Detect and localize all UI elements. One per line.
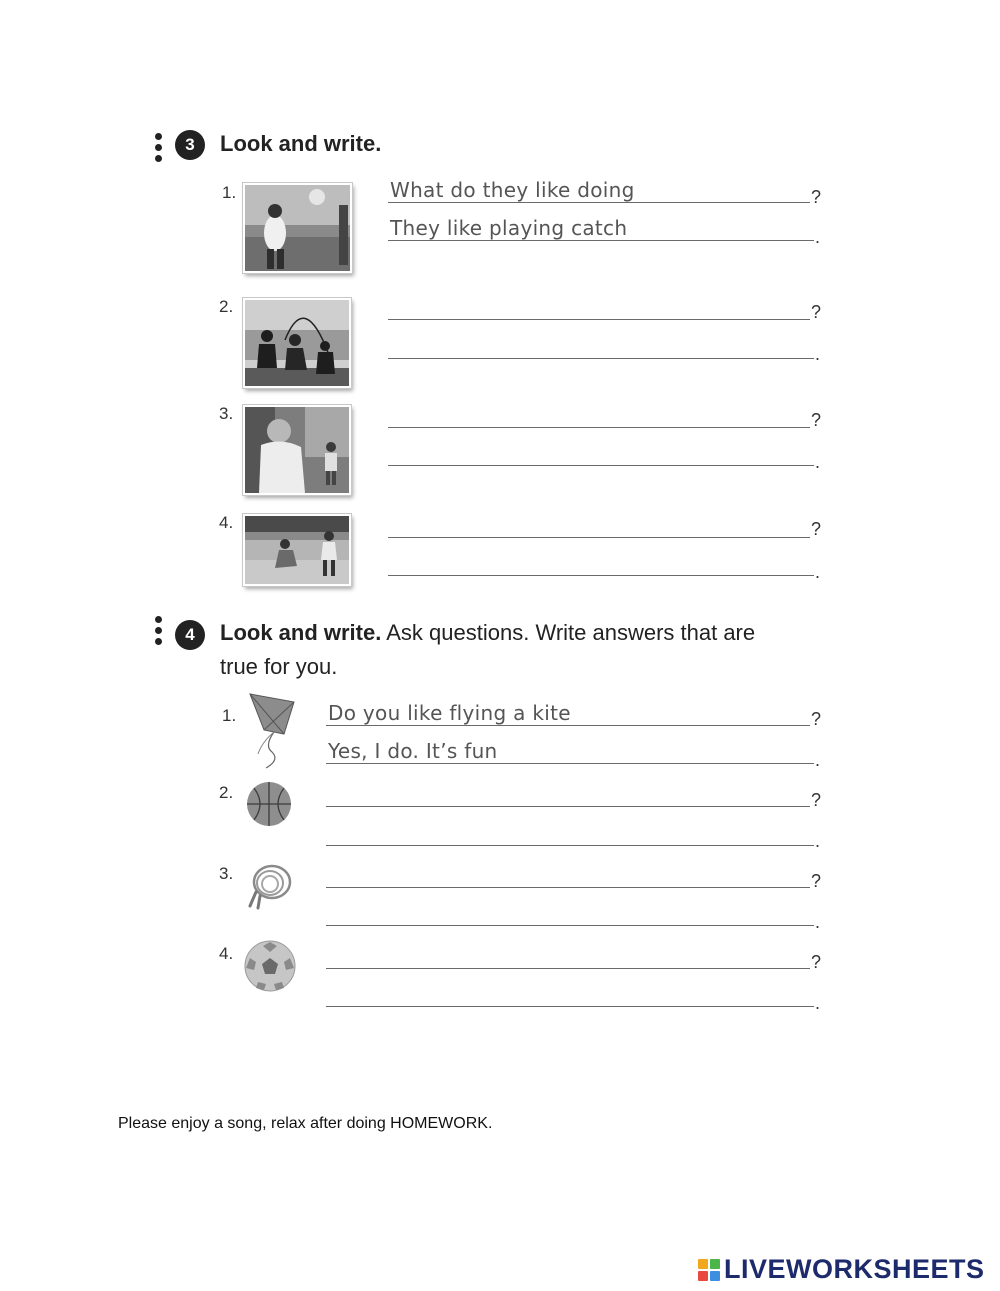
s4-item3-answer-line[interactable] [326,925,814,926]
s3-item4-period: . [815,562,821,582]
s4-item3-question-line[interactable] [326,887,810,888]
s3-item1-photo [243,183,352,273]
footer-message: Please enjoy a song, relax after doing HOMEWORK. [118,1115,493,1132]
s3-item4-question-mark: ? [811,519,822,539]
logo-text: LIVEWORKSHEETS [724,1254,985,1284]
s3-item3-number: 3. [219,404,234,423]
s4-item4-period: . [815,993,821,1013]
section4-title-line2: true for you. [220,654,338,679]
s3-item2-question-mark: ? [811,302,822,322]
s3-item1-answer-text: They like playing catch [390,216,628,240]
s3-item3-answer-line[interactable] [388,465,814,466]
section3-badge: 3 [175,130,205,160]
basketball-icon [246,781,292,827]
s4-item4-answer-line[interactable] [326,1006,814,1007]
s3-item3-question-mark: ? [811,410,822,430]
logo-block-1 [698,1259,708,1269]
section4-title-rest: Ask questions. Write answers that are [381,620,756,645]
kite-icon [244,690,300,770]
s3-item4-question-line[interactable] [388,537,810,538]
logo-blocks-icon [698,1259,720,1281]
s4-item4-number: 4. [219,944,234,963]
section3-dots [155,133,163,166]
s3-item2-answer-line[interactable] [388,358,814,359]
s3-item4-number: 4. [219,513,234,532]
s3-item2-number: 2. [219,297,234,316]
s4-item3-question-mark: ? [811,871,822,891]
s3-item1-question-mark: ? [811,187,822,207]
logo-block-3 [698,1271,708,1281]
s4-item2-question-line[interactable] [326,806,810,807]
s4-item4-question-line[interactable] [326,968,810,969]
s4-item2-period: . [815,831,821,851]
s4-item2-answer-line[interactable] [326,845,814,846]
s4-item3-period: . [815,912,821,932]
s4-item1-answer-line[interactable] [326,763,814,764]
section4-title-bold: Look and write. [220,620,382,645]
s4-item1-answer-text: Yes, I do. It’s fun [328,739,498,763]
section3-title-bold: Look and write. [220,131,382,156]
s3-item1-question-line[interactable] [388,202,810,203]
s3-item2-period: . [815,344,821,364]
s3-item1-period: . [815,227,821,247]
s4-item1-question-text: Do you like flying a kite [328,701,571,725]
soccer-ball-icon [244,940,296,992]
s4-item3-number: 3. [219,864,234,883]
s3-item1-answer-line[interactable] [388,240,814,241]
s3-item1-question-text: What do they like doing [390,178,635,202]
s4-item1-question-line[interactable] [326,725,810,726]
s3-item2-question-line[interactable] [388,319,810,320]
s3-item4-answer-line[interactable] [388,575,814,576]
logo-block-2 [710,1259,720,1269]
s3-item3-period: . [815,452,821,472]
liveworksheets-logo[interactable] [698,1254,985,1285]
section4-badge: 4 [175,620,205,650]
jump-rope-icon [246,862,298,910]
section4-title [220,620,755,646]
s4-item2-question-mark: ? [811,790,822,810]
s3-item3-question-line[interactable] [388,427,810,428]
s4-item1-question-mark: ? [811,709,822,729]
s4-item4-question-mark: ? [811,952,822,972]
s4-item2-number: 2. [219,783,234,802]
s3-item2-photo [243,298,351,388]
s3-item4-photo [243,514,351,586]
s4-item1-period: . [815,750,821,770]
s3-item1-number: 1. [222,183,237,202]
section3-title [220,131,381,157]
logo-block-4 [710,1271,720,1281]
s4-item1-number: 1. [222,706,237,725]
s3-item3-photo [243,405,351,495]
section4-dots [155,616,163,649]
